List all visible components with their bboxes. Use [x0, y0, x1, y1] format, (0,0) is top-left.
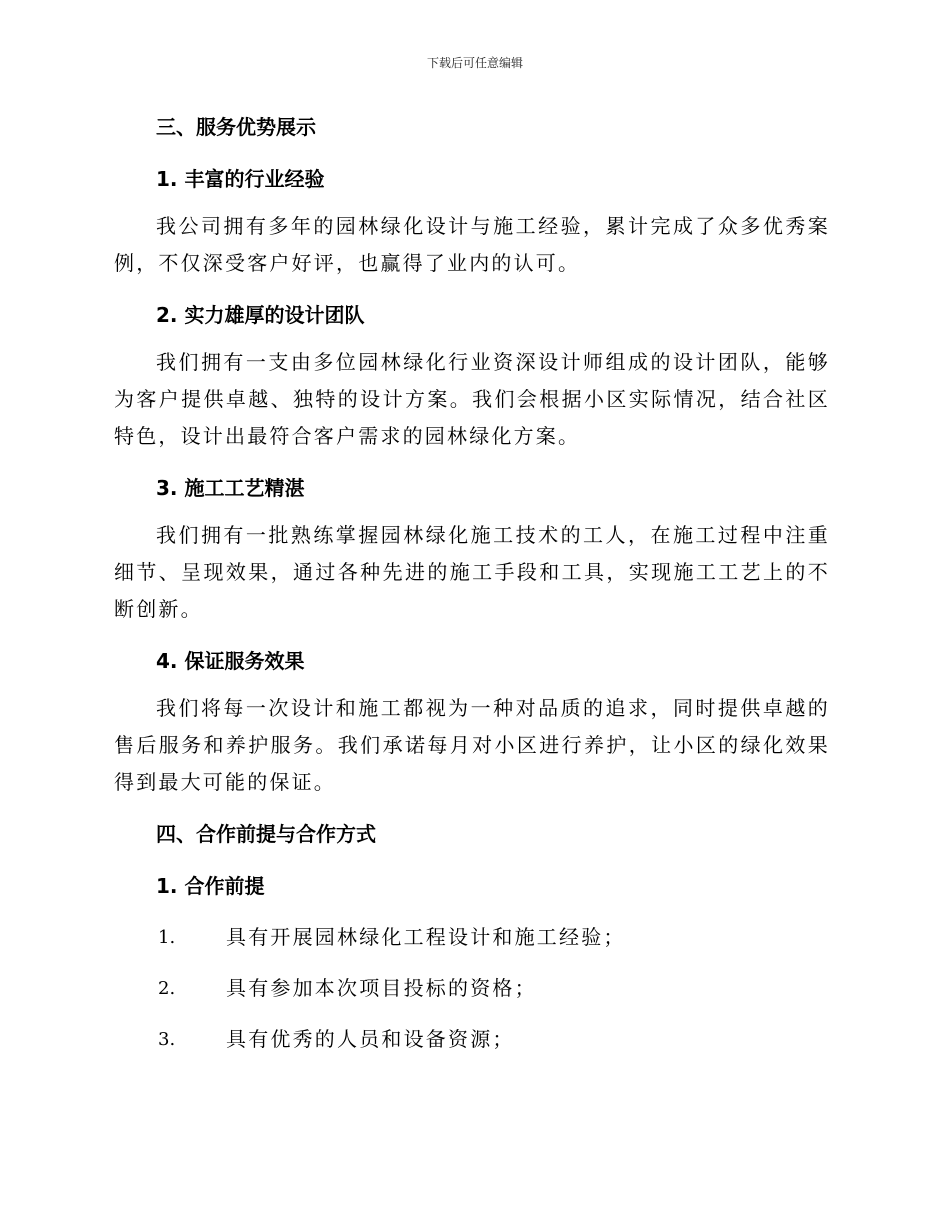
- document-body: [114, 108, 830, 1058]
- list-item: [114, 970, 830, 1007]
- list-item-number: 2.: [158, 978, 176, 999]
- list-item-text: 具有开展园林绿化工程设计和施工经验；: [226, 925, 626, 949]
- list-item-text: 具有优秀的人员和设备资源；: [226, 1027, 515, 1051]
- section-3-item-4-heading: 4. 保证服务效果: [156, 649, 305, 673]
- section-3-item-3-heading: 3. 施工工艺精湛: [156, 476, 305, 500]
- list-item: [114, 919, 830, 956]
- list-item-text: 具有参加本次项目投标的资格；: [226, 976, 537, 1000]
- section-3-item-2-heading: 2. 实力雄厚的设计团队: [156, 303, 365, 327]
- section-3-item-3-text: 我们拥有一批熟练掌握园林绿化施工技术的工人，在施工过程中注重细节、呈现效果，通过各种先进的施工手段和工具，实现施工工艺上的不断创新。: [114, 523, 830, 621]
- section-3-item-2-text: 我们拥有一支由多位园林绿化行业资深设计师组成的设计团队，能够为客户提供卓越、独特的设计方案。我们会根据小区实际情况，结合社区特色，设计出最符合客户需求的园林绿化方案。: [114, 350, 830, 448]
- list-item-number: 3.: [158, 1029, 176, 1050]
- section-3-item-1-text: 我公司拥有多年的园林绿化设计与施工经验，累计完成了众多优秀案例，不仅深受客户好评，也赢得了业内的认可。: [114, 214, 830, 275]
- list-item-number: 1.: [158, 927, 176, 948]
- section-4-title: 四、合作前提与合作方式: [156, 822, 376, 846]
- list-item: [114, 1021, 830, 1058]
- section-4-subheading: 1. 合作前提: [156, 874, 265, 898]
- section-3-title: 三、服务优势展示: [156, 115, 316, 139]
- section-3-item-1-heading: 1. 丰富的行业经验: [156, 167, 325, 191]
- header-note: 下载后可任意编辑: [426, 56, 523, 70]
- section-3-item-4-text: 我们将每一次设计和施工都视为一种对品质的追求，同时提供卓越的售后服务和养护服务。我们承诺每月对小区进行养护，让小区的绿化效果得到最大可能的保证。: [114, 696, 830, 794]
